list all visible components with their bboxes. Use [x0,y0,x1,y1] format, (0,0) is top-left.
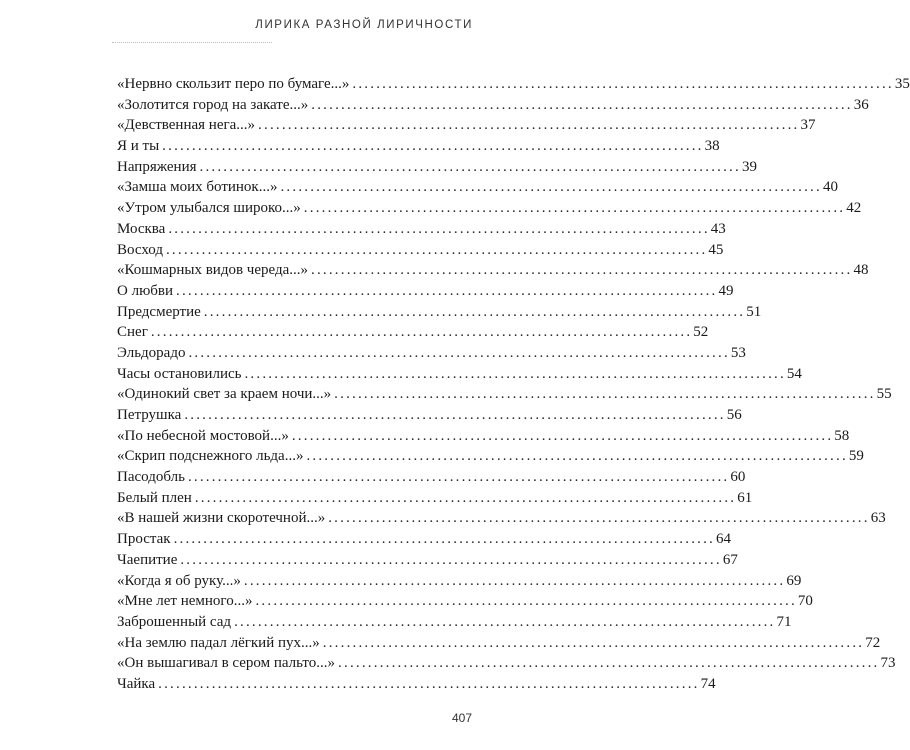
dot-leader: ........................................................................................... [338,655,880,672]
toc-entry-page: 36 [853,96,869,113]
toc-entry-title: Я и ты [117,138,160,155]
toc-entry-page: 49 [718,282,734,299]
toc-entry-page: 55 [876,386,892,403]
toc-entry-title: «Замша моих ботинок...» [117,179,278,196]
toc-entry-title: Чаепитие [117,551,178,568]
toc-entry[interactable] [117,508,886,529]
dot-leader: ........................................................................................... [243,572,786,589]
toc-entry-title: «Мне лет немного...» [117,593,253,610]
dot-leader: ........................................................................................... [258,117,800,134]
toc-entry-title: Восход [117,241,163,258]
toc-entry-title: Пасодобль [117,469,185,486]
toc-entry[interactable] [117,219,726,240]
toc-entry-page: 64 [716,531,732,548]
toc-entry-title: Эльдорадо [117,344,186,361]
toc-entry-title: Напряжения [117,158,197,175]
running-head: ЛИРИКА РАЗНОЙ ЛИРИЧНОСТИ [255,19,473,31]
toc-entry[interactable] [117,74,910,95]
toc-entry-title: «Девственная нега...» [117,117,256,134]
toc-entry-page: 72 [865,634,881,651]
toc-entry-title: «В нашей жизни скоротечной...» [117,510,326,527]
toc-entry-title: Петрушка [117,407,182,423]
toc-entry-title: Заброшенный сад [117,613,232,630]
toc-entry-page: 59 [848,448,864,465]
toc-entry[interactable] [117,529,732,550]
toc-entry-page: 45 [708,241,724,258]
dot-leader: ........................................................................................... [165,241,708,258]
toc-entry-page: 70 [797,593,813,610]
dot-leader: ........................................................................................... [150,324,693,341]
dot-leader: ........................................................................................... [280,179,822,196]
dot-leader: ........................................................................................... [244,365,786,382]
toc-entry[interactable] [117,467,746,488]
toc-entry[interactable] [117,343,746,364]
toc-entry-page: 67 [722,551,738,568]
table-of-contents [117,74,910,695]
toc-entry-title: Часы остановились [117,365,242,382]
toc-entry-page: 56 [726,407,742,423]
toc-entry-page: 54 [786,365,802,382]
toc-entry[interactable] [117,198,862,219]
toc-entry-page: 60 [730,469,746,486]
toc-entry-page: 73 [880,655,896,672]
toc-entry-page: 40 [822,179,838,196]
toc-entry-title: Снег [117,324,148,341]
dot-leader: ........................................................................................... [158,675,700,692]
toc-entry[interactable] [117,240,724,261]
toc-entry-title: «Одинокий свет за краем ночи...» [117,386,332,403]
toc-entry[interactable] [117,591,813,612]
toc-entry-page: 71 [776,613,792,630]
toc-entry-page: 39 [741,158,757,175]
dot-leader: ........................................................................................... [162,138,704,155]
toc-entry[interactable] [117,364,802,385]
dot-leader: ........................................................................................... [311,262,853,279]
toc-entry-title: Белый плен [117,489,192,506]
toc-entry[interactable] [117,281,734,302]
page-number: 407 [451,711,472,725]
dot-leader: ........................................................................................... [303,200,846,217]
toc-entry-title: Предсмертие [117,303,201,320]
toc-entry[interactable] [117,571,802,592]
dot-leader: ........................................................................................... [176,282,718,299]
dot-leader: ........................................................................................... [311,96,853,113]
toc-entry[interactable] [117,302,762,323]
dot-leader: ........................................................................................... [352,76,894,92]
toc-entry[interactable] [117,157,757,178]
dot-leader: ........................................................................................... [234,613,776,630]
toc-entry[interactable] [117,446,864,467]
toc-entry-title: «Кошмарных видов череда...» [117,262,308,279]
dot-leader: ........................................................................................... [173,531,716,548]
dot-leader: ........................................................................................... [306,448,848,465]
toc-entry-page: 35 [894,76,910,92]
toc-entry-title: «На землю падал лёгкий пух...» [117,634,320,651]
toc-entry[interactable] [117,550,738,571]
dot-leader: ........................................................................................... [188,344,730,361]
toc-entry-title: «Утром улыбался широко...» [117,200,301,217]
toc-entry[interactable] [117,95,869,116]
toc-entry-page: 37 [800,117,816,134]
toc-entry-page: 38 [704,138,720,155]
toc-entry-title: Чайка [117,675,156,692]
toc-entry-page: 53 [730,344,746,361]
toc-entry-title: Простак [117,531,171,548]
toc-entry-page: 51 [746,303,762,320]
toc-entry[interactable] [117,177,838,198]
toc-entry[interactable] [117,405,742,426]
toc-entry[interactable] [117,136,720,157]
toc-entry-title: Москва [117,220,166,237]
dot-leader: ........................................................................................... [322,634,865,651]
toc-entry-title: «По небесной мостовой...» [117,427,289,444]
dot-leader: ........................................................................................... [291,427,834,444]
toc-entry-page: 52 [693,324,709,341]
dot-leader: ........................................................................................... [184,407,726,423]
header-divider [112,42,272,43]
toc-entry-page: 74 [700,675,716,692]
toc-entry-page: 69 [786,572,802,589]
toc-entry-page: 43 [710,220,726,237]
toc-entry[interactable] [117,653,896,674]
toc-entry[interactable] [117,260,869,281]
dot-leader: ........................................................................................... [255,593,797,610]
toc-entry-title: «Когда я об руку...» [117,572,241,589]
dot-leader: ........................................................................................... [194,489,737,506]
toc-entry-title: «Скрип подснежного льда...» [117,448,304,465]
toc-entry[interactable] [117,322,709,343]
dot-leader: ........................................................................................... [199,158,741,175]
dot-leader: ........................................................................................... [168,220,710,237]
toc-entry[interactable] [117,384,892,405]
toc-entry-title: «Он вышагивал в сером пальто...» [117,655,336,672]
toc-entry[interactable] [117,115,816,136]
toc-entry-page: 61 [737,489,753,506]
toc-entry[interactable] [117,612,792,633]
toc-entry-title: «Золотится город на закате...» [117,96,309,113]
toc-entry[interactable] [117,674,716,695]
toc-entry[interactable] [117,488,753,509]
toc-entry-title: «Нервно скользит перо по бумаге...» [117,76,350,92]
toc-entry-page: 58 [834,427,850,444]
toc-entry-page: 48 [853,262,869,279]
dot-leader: ........................................................................................... [328,510,870,527]
dot-leader: ........................................................................................... [334,386,876,403]
dot-leader: ........................................................................................... [187,469,730,486]
toc-entry[interactable] [117,426,850,447]
toc-entry-page: 42 [846,200,862,217]
toc-entry-title: О любви [117,282,174,299]
dot-leader: ........................................................................................... [180,551,722,568]
toc-entry[interactable] [117,633,881,654]
dot-leader: ........................................................................................... [203,303,746,320]
toc-entry-page: 63 [870,510,886,527]
